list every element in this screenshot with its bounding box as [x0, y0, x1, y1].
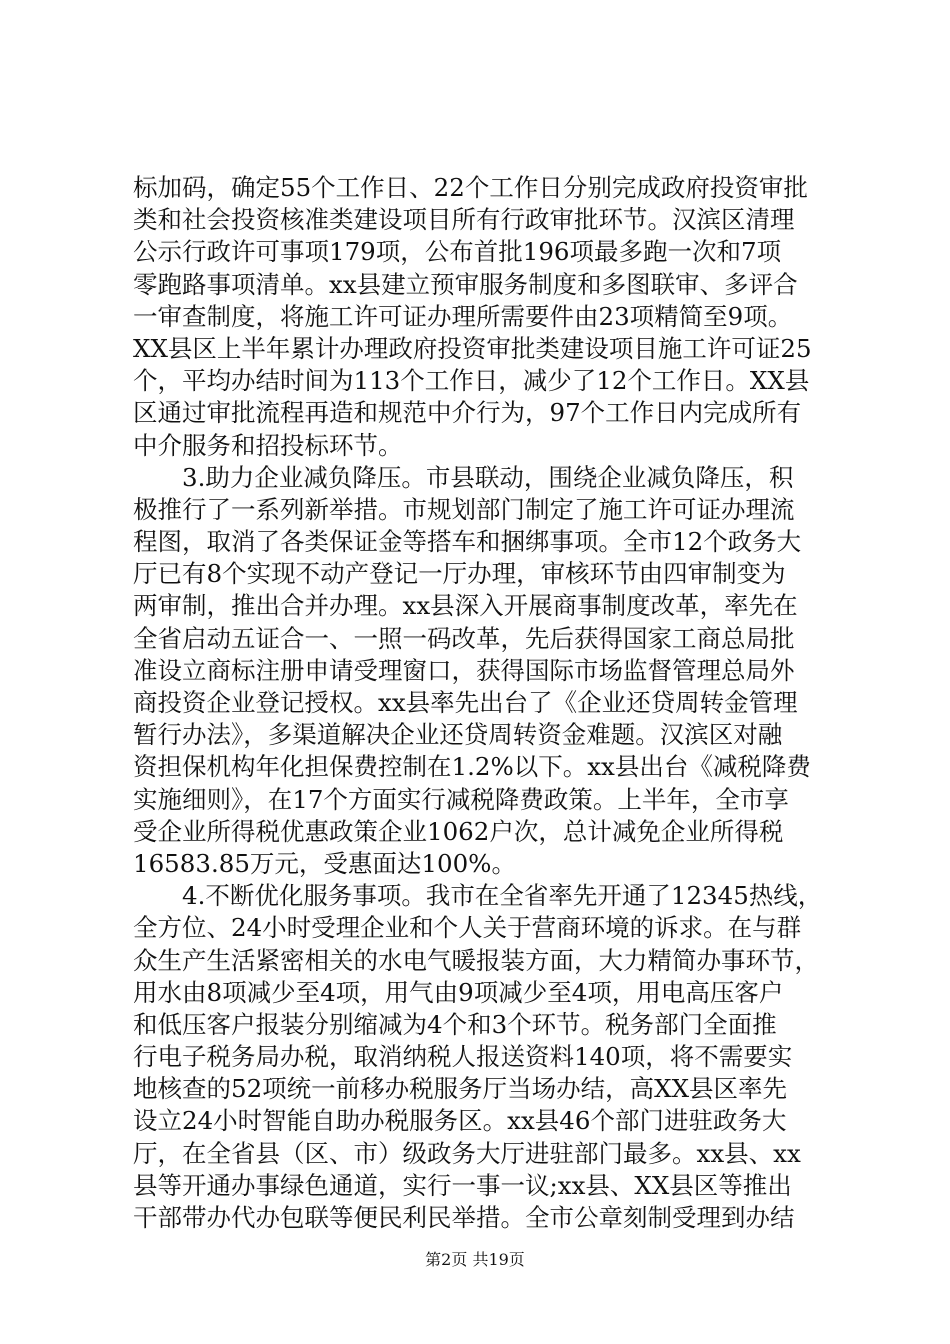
text-line: 设立24小时智能自助办税服务区。xx县46个部门进驻政务大 [133, 1106, 787, 1136]
text-line: 厅，在全省县（区、市）级政务大厅进驻部门最多。xx县、xx [133, 1138, 801, 1168]
text-line: 县等开通办事绿色通道，实行一事一议;xx县、XX县区等推出 [133, 1170, 792, 1200]
text-line: 资担保机构年化担保费控制在1.2%以下。xx县出台《减税降费 [133, 752, 811, 782]
text-line: 用水由8项减少至4项，用气由9项减少至4项，用电高压客户 [133, 977, 784, 1007]
text-line: 一审查制度，将施工许可证办理所需要件由23项精简至9项。 [133, 301, 793, 331]
text-line: 受企业所得税优惠政策企业1062户次，总计减免企业所得税 [133, 816, 784, 846]
text-line: 两审制，推出合并办理。xx县深入开展商事制度改革，率先在 [133, 591, 798, 621]
text-line: 暂行办法》，多渠道解决企业还贷周转资金难题。汉滨区对融 [133, 720, 783, 750]
text-line: 全方位、24小时受理企业和个人关于营商环境的诉求。在与群 [133, 913, 802, 943]
text-line: 全省启动五证合一、一照一码改革，先后获得国家工商总局批 [133, 623, 795, 653]
paragraph-start-line: 3.助力企业减负降压。市县联动，围绕企业减负降压，积 [133, 462, 794, 492]
paragraph-start-line: 4.不断优化服务事项。我市在全省率先开通了12345热线， [133, 881, 823, 911]
text-line: XX县区上半年累计办理政府投资审批类建设项目施工许可证25 [133, 333, 812, 363]
document-body [133, 172, 823, 1234]
text-line: 类和社会投资核准类建设项目所有行政审批环节。汉滨区清理 [133, 205, 795, 235]
text-line: 行电子税务局办税，取消纳税人报送资料140项，将不需要实 [133, 1042, 793, 1072]
text-line: 区通过审批流程再造和规范中介行为，97个工作日内完成所有 [133, 398, 802, 428]
page-number-footer: 第2页 共19页 [425, 1250, 525, 1269]
text-line: 极推行了一系列新举措。市规划部门制定了施工许可证办理流 [133, 494, 795, 524]
text-line: 准设立商标注册申请受理窗口，获得国际市场监督管理总局外 [133, 655, 795, 685]
text-line: 程图，取消了各类保证金等搭车和捆绑事项。全市12个政务大 [133, 527, 802, 557]
text-line: 厅已有8个实现不动产登记一厅办理，审核环节由四审制变为 [133, 559, 786, 589]
text-line: 16583.85万元，受惠面达100%。 [133, 848, 516, 878]
text-line: 众生产生活紧密相关的水电气暖报装方面，大力精简办事环节， [133, 945, 819, 975]
text-line: 公示行政许可事项179项，公布首批196项最多跑一次和7项 [133, 237, 782, 267]
text-line: 个，平均办结时间为113个工作日，减少了12个工作日。XX县 [133, 366, 810, 396]
text-line: 干部带办代办包联等便民利民举措。全市公章刻制受理到办结 [133, 1203, 795, 1232]
text-line: 和低压客户报装分别缩减为4个和3个环节。税务部门全面推 [133, 1009, 777, 1039]
text-line: 地核查的52项统一前移办税服务厅当场办结，高XX县区率先 [133, 1074, 788, 1104]
text-line: 实施细则》，在17个方面实行减税降费政策。上半年，全市享 [133, 784, 789, 814]
text-line: 商投资企业登记授权。xx县率先出台了《企业还贷周转金管理 [133, 688, 798, 717]
text-line: 零跑路事项清单。xx县建立预审服务制度和多图联审、多评合 [133, 269, 798, 299]
text-line: 中介服务和招投标环节。 [133, 430, 403, 460]
text-line: 标加码，确定55个工作日、22个工作日分别完成政府投资审批 [133, 173, 808, 202]
